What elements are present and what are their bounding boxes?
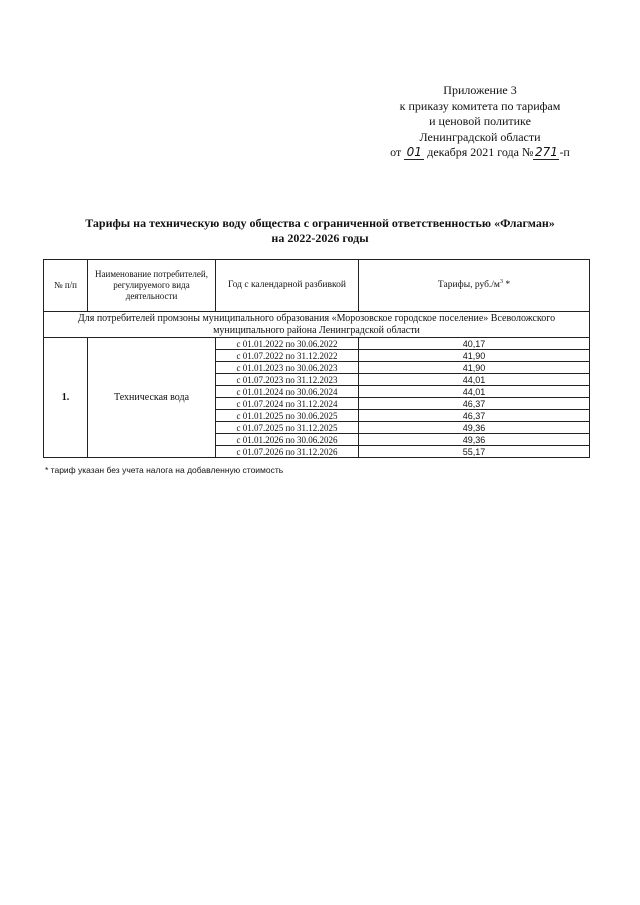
table-row <box>44 338 590 350</box>
title-line-2: на 2022-2026 годы <box>271 231 369 245</box>
tariff-value-cell: 41,90 <box>359 362 590 374</box>
header-tariff-label: Тарифы, руб./м <box>437 280 500 290</box>
tariff-value-cell: 49,36 <box>359 434 590 446</box>
tariff-value-cell: 55,17 <box>359 446 590 458</box>
period-cell: с 01.01.2022 по 30.06.2022 <box>216 338 359 350</box>
date-prefix: от <box>390 145 402 159</box>
tariff-value-cell: 46,37 <box>359 398 590 410</box>
header-name: Наименование потребителей, регулируемого вида деятельности <box>88 260 216 312</box>
tariff-value-cell: 44,01 <box>359 386 590 398</box>
header-tariff-mark: * <box>502 280 511 290</box>
order-suffix: -п <box>559 145 570 159</box>
period-cell: с 01.07.2022 по 31.12.2022 <box>216 350 359 362</box>
period-cell: с 01.01.2026 по 30.06.2026 <box>216 434 359 446</box>
tariff-table <box>43 259 590 458</box>
title-line-1: Тарифы на техническую воду общества с ограниченной ответственностью «Флагман» <box>85 216 555 230</box>
period-cell: с 01.01.2024 по 30.06.2024 <box>216 386 359 398</box>
period-cell: с 01.01.2025 по 30.06.2025 <box>216 410 359 422</box>
period-cell: с 01.07.2023 по 31.12.2023 <box>216 374 359 386</box>
appendix-line-2: к приказу комитета по тарифам <box>399 98 561 113</box>
zone-cell: Для потребителей промзоны муниципального образования «Морозовское городское поселение» Всеволожского муниципального района Ленинградской области <box>44 312 590 338</box>
period-cell: с 01.01.2023 по 30.06.2023 <box>216 362 359 374</box>
date-day-handwritten: 01 <box>404 146 424 160</box>
period-cell: с 01.07.2025 по 31.12.2025 <box>216 422 359 434</box>
appendix-line-3: и ценовой политике <box>429 114 531 128</box>
header-tariff <box>359 260 590 312</box>
zone-row <box>44 312 590 338</box>
appendix-line-1: Приложение 3 <box>443 83 517 97</box>
appendix-line-4: Ленинградской области <box>419 129 541 144</box>
tariff-value-cell: 44,01 <box>359 374 590 386</box>
row-number-cell: 1. <box>44 338 88 458</box>
order-number-handwritten: 271 <box>534 145 558 159</box>
header-period: Год с календарной разбивкой <box>216 260 359 312</box>
table-header-row <box>44 260 590 312</box>
header-tariff-sup: 3 <box>499 278 503 285</box>
appendix-header <box>380 83 580 161</box>
order-date-line <box>380 145 580 161</box>
footnote: * тариф указан без учета налога на добавленную стоимость <box>45 465 284 475</box>
date-rest: декабря 2021 года № <box>427 145 534 159</box>
period-cell: с 01.07.2024 по 31.12.2024 <box>216 398 359 410</box>
period-cell: с 01.07.2026 по 31.12.2026 <box>216 446 359 458</box>
tariff-value-cell: 46,37 <box>359 410 590 422</box>
activity-cell: Техническая вода <box>88 338 216 458</box>
header-num: № п/п <box>44 260 88 312</box>
document-title <box>60 216 580 246</box>
tariff-value-cell: 41,90 <box>359 350 590 362</box>
tariff-value-cell: 49,36 <box>359 422 590 434</box>
tariff-value-cell: 40,17 <box>359 338 590 350</box>
